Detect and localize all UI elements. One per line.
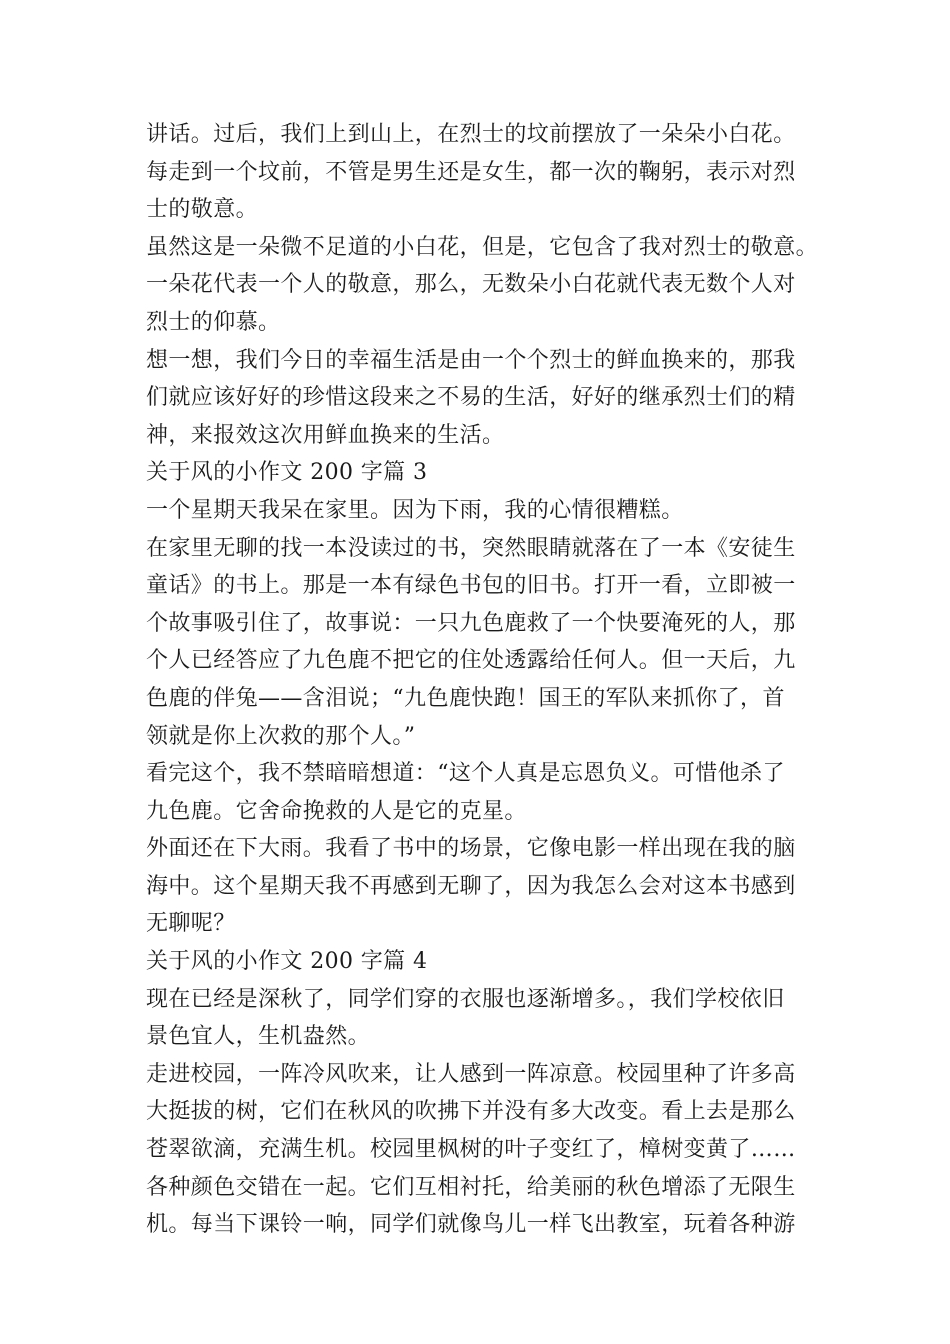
- text-line: 每走到一个坟前，不管是男生还是女生，都一次的鞠躬，表示对烈: [146, 159, 796, 185]
- text-line: 苍翠欲滴，充满生机。校园里枫树的叶子变红了，樟树变黄了……: [146, 1137, 796, 1163]
- text-line: 海中。这个星期天我不再感到无聊了，因为我怎么会对这本书感到: [146, 873, 796, 899]
- section-heading-4: 关于风的小作文 200 字篇 4: [146, 949, 428, 975]
- text-line: 一个星期天我呆在家里。因为下雨，我的心情很糟糕。: [146, 497, 684, 523]
- text-line: 们就应该好好的珍惜这段来之不易的生活，好好的继承烈士们的精: [146, 385, 796, 411]
- text-line: 童话》的书上。那是一本有绿色书包的旧书。打开一看，立即被一: [146, 573, 796, 599]
- text-line: 讲话。过后，我们上到山上，在烈士的坟前摆放了一朵朵小白花。: [146, 122, 796, 147]
- text-line: 在家里无聊的找一本没读过的书，突然眼睛就落在了一本《安徒生: [146, 535, 796, 561]
- text-line: 领就是你上次救的那个人。”: [146, 723, 416, 749]
- text-line: 烈士的仰慕。: [146, 309, 281, 335]
- section-heading-3: 关于风的小作文 200 字篇 3: [146, 460, 428, 486]
- text-line: 景色宜人，生机盎然。: [146, 1024, 371, 1050]
- text-line: 外面还在下大雨。我看了书中的场景，它像电影一样出现在我的脑: [146, 836, 796, 862]
- text-line: 神，来报效这次用鲜血换来的生活。: [146, 422, 505, 448]
- text-line: 无聊呢？: [146, 911, 236, 937]
- document-text-body: [146, 116, 819, 1244]
- text-line: 走进校园，一阵冷风吹来，让人感到一阵凉意。校园里种了许多高: [146, 1061, 796, 1087]
- text-line: 机。每当下课铃一响，同学们就像鸟儿一样飞出教室，玩着各种游: [146, 1212, 796, 1238]
- text-line: 个故事吸引住了，故事说：一只九色鹿救了一个快要淹死的人，那: [146, 610, 796, 636]
- text-line: 虽然这是一朵微不足道的小白花，但是，它包含了我对烈士的敬意。: [146, 234, 819, 260]
- text-line: 现在已经是深秋了，同学们穿的衣服也逐渐增多。，我们学校依旧: [146, 986, 785, 1012]
- text-line: 一朵花代表一个人的敬意，那么，无数朵小白花就代表无数个人对: [146, 272, 796, 298]
- text-line: 九色鹿。它舍命挽救的人是它的克星。: [146, 798, 527, 824]
- text-line: 各种颜色交错在一起。它们互相衬托，给美丽的秋色增添了无限生: [146, 1174, 796, 1200]
- text-line: 士的敬意。: [146, 197, 259, 223]
- text-line: 想一想，我们今日的幸福生活是由一个个烈士的鲜血换来的，那我: [146, 347, 796, 373]
- text-line: 色鹿的伴兔——含泪说；“九色鹿快跑！国王的军队来抓你了，首: [146, 685, 785, 711]
- text-line: 个人已经答应了九色鹿不把它的住处透露给任何人。但一天后，九: [146, 648, 796, 674]
- text-line: 看完这个，我不禁暗暗想道：“这个人真是忘恩负义。可惜他杀了: [146, 761, 785, 787]
- text-line: 大挺拔的树，它们在秋风的吹拂下并没有多大改变。看上去是那么: [146, 1099, 796, 1125]
